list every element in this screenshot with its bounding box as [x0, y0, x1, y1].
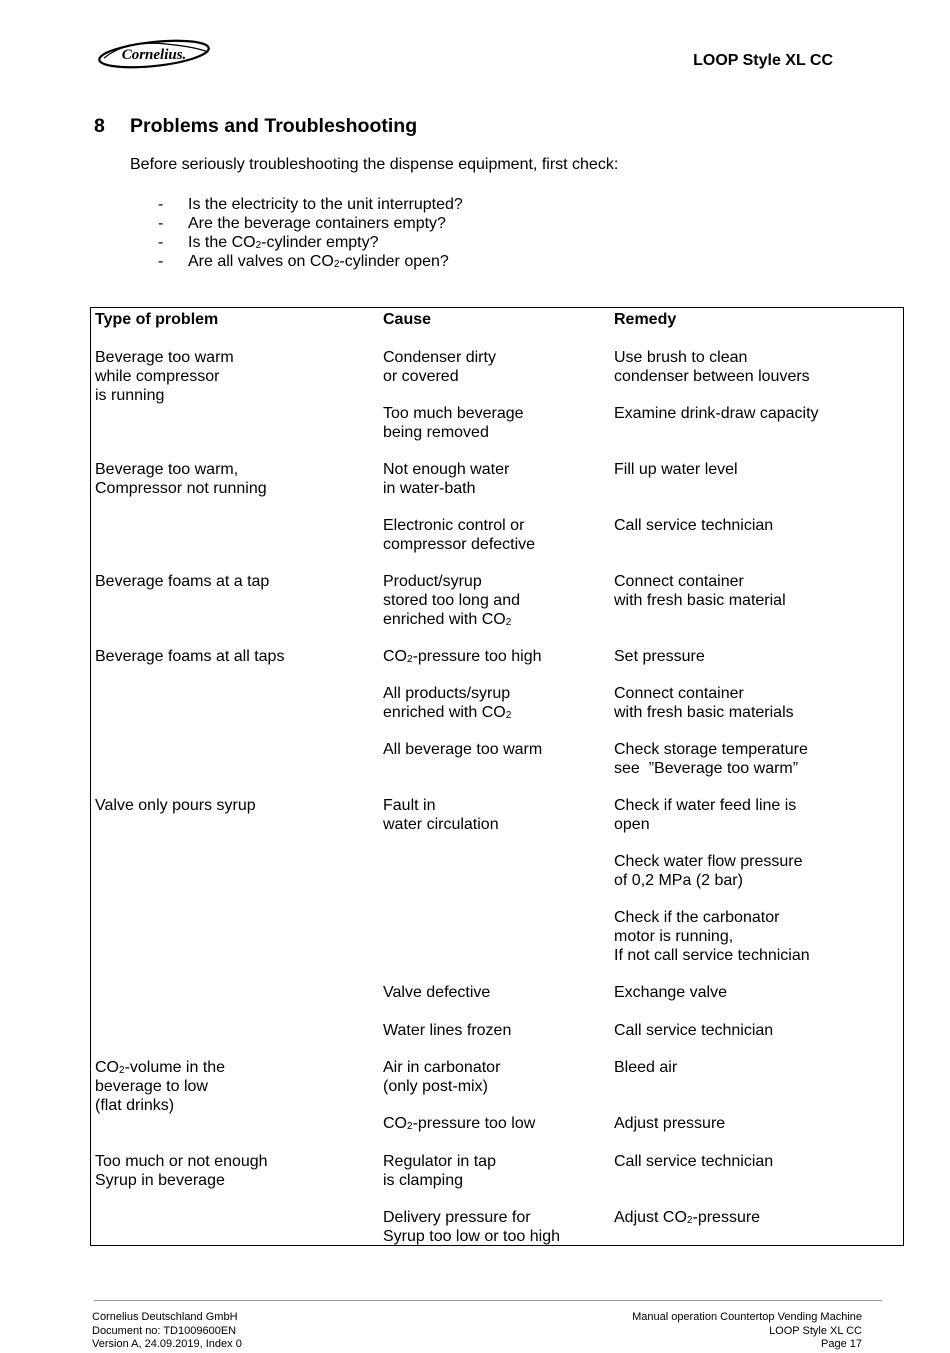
remedy-cell: Adjust $CO_2$-pressure — [614, 1209, 761, 1226]
remedy-cell: Fill up water level — [614, 461, 738, 478]
cause-cell: Product/syrup stored too long and enriched with $CO_2$ — [383, 573, 520, 628]
cause-cell: Water lines frozen — [383, 1022, 512, 1039]
cause-cell: Condenser dirty or covered — [383, 349, 496, 385]
cause-cell: Fault in water circulation — [383, 797, 499, 833]
cause-cell: Delivery pressure for Syrup too low or too high — [383, 1209, 560, 1245]
footer-manual-title: Manual operation Countertop Vending Machine — [632, 1311, 862, 1323]
column-header-problem: Type of problem — [95, 311, 219, 328]
problem-cell: Beverage too warm, Compressor not running — [95, 461, 267, 497]
problem-cell: Beverage foams at all taps — [95, 648, 285, 665]
footer-left — [92, 1311, 242, 1352]
problem-cell: $CO_2$-volume in the beverage to low (flat drinks) — [95, 1059, 226, 1114]
footer-page-number: Page 17 — [821, 1338, 862, 1350]
cause-cell: All products/syrup enriched with $CO_2$ — [383, 685, 512, 721]
remedy-cell: Check water flow pressure of 0,2 MPa (2 bar) — [614, 853, 803, 889]
troubleshooting-table — [90, 307, 904, 1246]
check-item: - Are all valves on $CO_2$-cylinder open? — [158, 253, 449, 270]
cornelius-logo — [96, 38, 212, 70]
pre-check-list — [158, 195, 463, 271]
problem-cell: Beverage too warm while compressor is running — [95, 349, 234, 404]
footer-document-number: Document no: TD1009600EN — [92, 1324, 237, 1337]
remedy-cell: Check if the carbonator motor is running, If not call service technician — [614, 909, 810, 964]
remedy-cell: Check storage temperature see ”Beverage too warm” — [614, 741, 808, 777]
check-item: - Are the beverage containers empty? — [158, 215, 446, 232]
remedy-cell: Adjust pressure — [614, 1115, 726, 1132]
cause-cell: Too much beverage being removed — [383, 405, 524, 441]
remedy-cell: Use brush to clean condenser between louvers — [614, 349, 810, 385]
section-number: 8 — [94, 115, 105, 137]
cause-cell: $CO_2$-pressure too low — [383, 1115, 536, 1132]
check-item: - Is the electricity to the unit interrupted? — [158, 196, 463, 213]
footer-version: Version A, 24.09.2019, Index 0 — [92, 1338, 242, 1350]
problem-cell: Beverage foams at a tap — [95, 573, 270, 590]
remedy-cell: Bleed air — [614, 1059, 678, 1076]
column-header-cause: Cause — [383, 311, 432, 328]
remedy-cell: Connect container with fresh basic material — [614, 573, 786, 609]
remedy-cell: Call service technician — [614, 1022, 774, 1039]
cause-cell: Regulator in tap is clamping — [383, 1153, 496, 1189]
column-header-remedy: Remedy — [614, 311, 677, 328]
cause-cell: Not enough water in water-bath — [383, 461, 510, 497]
cause-cell: Air in carbonator (only post-mix) — [383, 1059, 501, 1095]
svg-text:Cornelius.: Cornelius. — [121, 47, 187, 63]
remedy-cell: Call service technician — [614, 517, 774, 534]
check-item: - Is the $CO_2$-cylinder empty? — [158, 234, 379, 251]
section-heading — [94, 115, 417, 138]
remedy-cell: Exchange valve — [614, 984, 727, 1001]
cause-cell: $CO_2$-pressure too high — [383, 648, 542, 665]
remedy-cell: Set pressure — [614, 648, 705, 665]
cause-cell: Valve defective — [383, 984, 491, 1001]
cause-cell: Electronic control or compressor defective — [383, 517, 536, 553]
footer-divider — [94, 1300, 882, 1301]
problem-cell: Valve only pours syrup — [95, 797, 256, 814]
document-header-title: LOOP Style XL CC — [693, 52, 833, 69]
cause-cell: All beverage too warm — [383, 741, 543, 758]
footer-right — [632, 1311, 862, 1352]
intro-text: Before seriously troubleshooting the dispense equipment, first check: — [130, 156, 619, 173]
footer-company: Cornelius Deutschland GmbH — [92, 1311, 238, 1323]
remedy-cell: Check if water feed line is open — [614, 797, 797, 833]
section-title: Problems and Troubleshooting — [130, 115, 418, 137]
problem-cell: Too much or not enough Syrup in beverage — [95, 1153, 268, 1189]
remedy-cell: Connect container with fresh basic materials — [614, 685, 794, 721]
footer-product: LOOP Style XL CC — [769, 1324, 862, 1337]
remedy-cell: Examine drink-draw capacity — [614, 405, 819, 422]
remedy-cell: Call service technician — [614, 1153, 774, 1170]
